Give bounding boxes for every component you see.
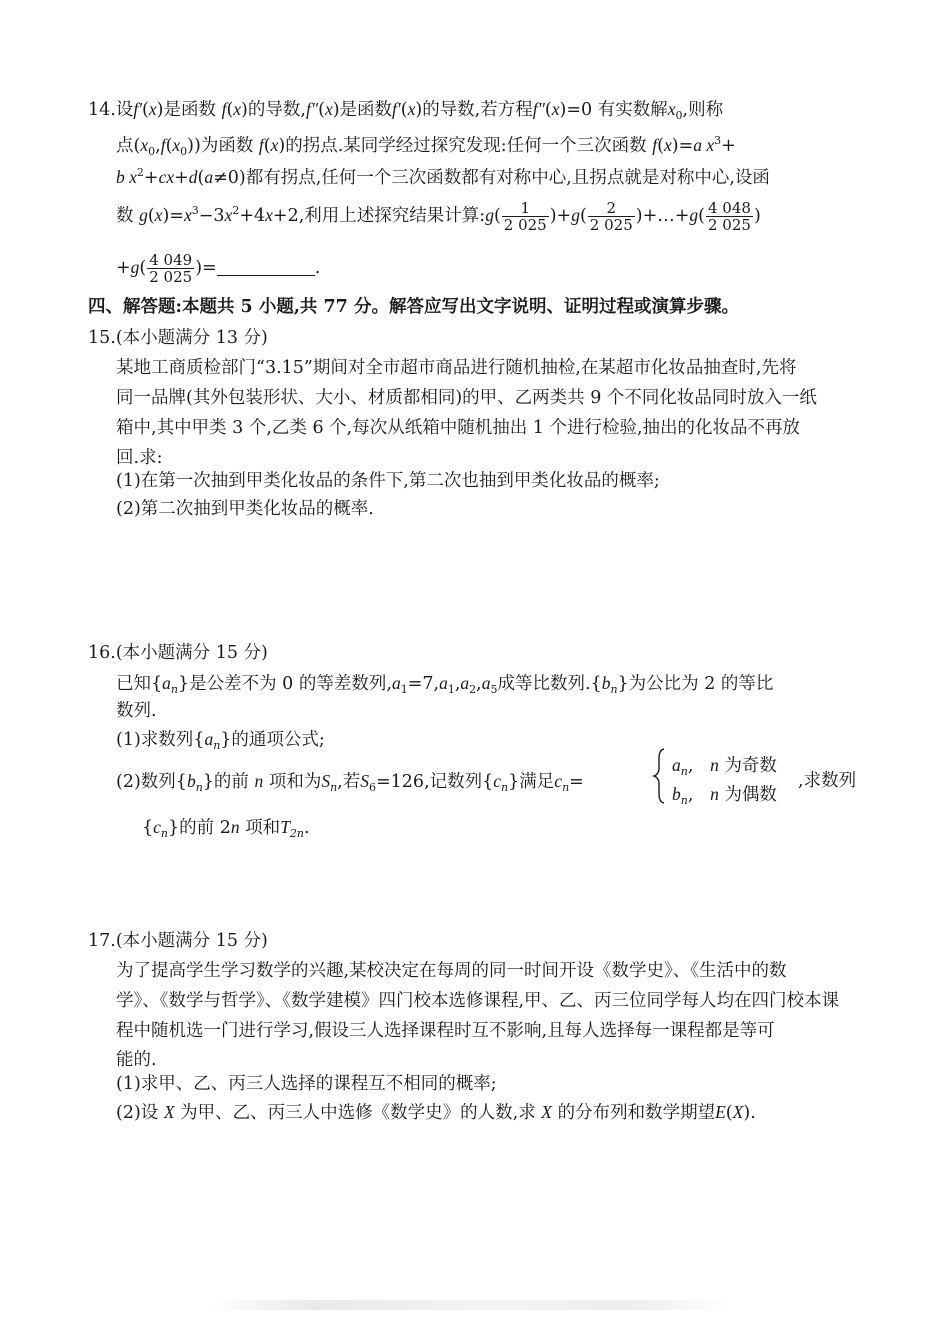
q15-line-3: 箱中,其中甲类 3 个,乙类 6 个,每次从纸箱中随机抽出 1 个进行检验,抽出的化妆品不再放 xyxy=(116,418,801,438)
q14-line-5: +g( $\frac{4 049}{2 025}$ )= . xyxy=(116,251,321,286)
answer-blank[interactable] xyxy=(217,259,315,276)
q17-line-2: 学》、《数学与哲学》、《数学建模》四门校本选修课程,甲、乙、丙三位同学每人均在四门校本课 xyxy=(116,991,840,1011)
q14-line-2: 点$(x_0,f(x_0))$为函数 f(x)的拐点.某同学经过探究发现:任何一个三次函数 f(x)=a $x^3+$ xyxy=(116,134,736,158)
q16-header: 16.(本小题满分 15 分) xyxy=(88,643,268,663)
q17-part-1: (1)求甲、乙、丙三人选择的课程互不相同的概率; xyxy=(116,1074,497,1094)
q17-line-1: 为了提高学生学习数学的兴趣,某校决定在每周的同一时间开设《数学史》、《生活中的数 xyxy=(116,961,787,981)
fraction-4: $\frac{4 049}{2 025}$ xyxy=(149,251,193,286)
q16-part-1: (1)求数列$\{a_n\}$的通项公式; xyxy=(116,729,325,752)
section-heading: 四、解答题:本题共 5 小题,共 77 分。解答应写出文字说明、证明过程或演算步骤。 xyxy=(88,297,739,317)
piecewise-case-even: $b_n$, n 为偶数 xyxy=(672,784,777,807)
q14-line-3: b $x^2+cx+d(a\ne 0)$都有拐点,任何一个三次函数都有对称中心,且拐点就是对称中心,设函 xyxy=(116,166,770,188)
q16-line-2: 数列. xyxy=(116,701,157,721)
q17-line-4: 能的. xyxy=(116,1050,157,1070)
q15-line-1: 某地工商质检部门“3.15”期间对全市超市商品进行随机抽检,在某超市化妆品抽查时,先将 xyxy=(116,358,797,378)
q17-line-3: 程中随机选一门进行学习,假设三人选择课程时互不影响,且每人选择每一课程都是等可 xyxy=(116,1021,775,1041)
q15-part-1: (1)在第一次抽到甲类化妆品的条件下,第二次也抽到甲类化妆品的概率; xyxy=(116,471,660,491)
q14-line-1: 14.设f′(x)是函数 f(x)的导数,f″(x)是函数f′(x)的导数,若方程f″(x)=0 有实数解$x_0$,则称 xyxy=(88,99,724,122)
q16-line-1: 已知$\{a_n\}$是公差不为 0 的等差数列$,a_1=7,a_1,a_2,a_5$成等比数列$.\{b_n\}$为公比为 2 的等比 xyxy=(116,673,774,696)
fraction-3: $\frac{4 048}{2 025}$ xyxy=(707,199,751,234)
q15-line-2: 同一品牌(其外包装形状、大小、材质都相同)的甲、乙两类共 9 个不同化妆品同时放入一纸 xyxy=(116,388,817,408)
fraction-2: $\frac{2}{2 025}$ xyxy=(589,199,633,234)
q17-header: 17.(本小题满分 15 分) xyxy=(88,931,268,951)
q16-part-2-tail: ,求数列 xyxy=(798,771,857,791)
q15-part-2: (2)第二次抽到甲类化妆品的概率. xyxy=(116,499,374,519)
q16-part-2: (2)数列$\{b_n\}$的前 n 项和为$S_n$,若$S_6=126$,记数列$\{c_n\}$满足$c_n=$ xyxy=(116,771,584,794)
piecewise-case-odd: $a_n$, n 为奇数 xyxy=(672,755,777,778)
q17-part-2: (2)设 X 为甲、乙、丙三人中选修《数学史》的人数,求 X 的分布列和数学期望E(X). xyxy=(116,1102,756,1123)
q15-header: 15.(本小题满分 13 分) xyxy=(88,328,268,348)
fraction-1: $\frac{1}{2 025}$ xyxy=(503,199,547,234)
piecewise-brace xyxy=(652,748,666,804)
q15-line-4: 回.求: xyxy=(116,448,163,468)
q14-line-4: 数 $g(x)=x^3-3x^2+4x+2$,利用上述探究结果计算:g( $\frac{1}{2 025}$ )+g( $\frac{2}{2 025}$ )+…+g( $\frac{4 048}{2 025}$ ) xyxy=(116,199,761,234)
q16-line-5: $\{c_n\}$的前 2n 项和$T_{2n}$. xyxy=(142,817,310,840)
faint-footer-artifact xyxy=(210,1300,730,1310)
